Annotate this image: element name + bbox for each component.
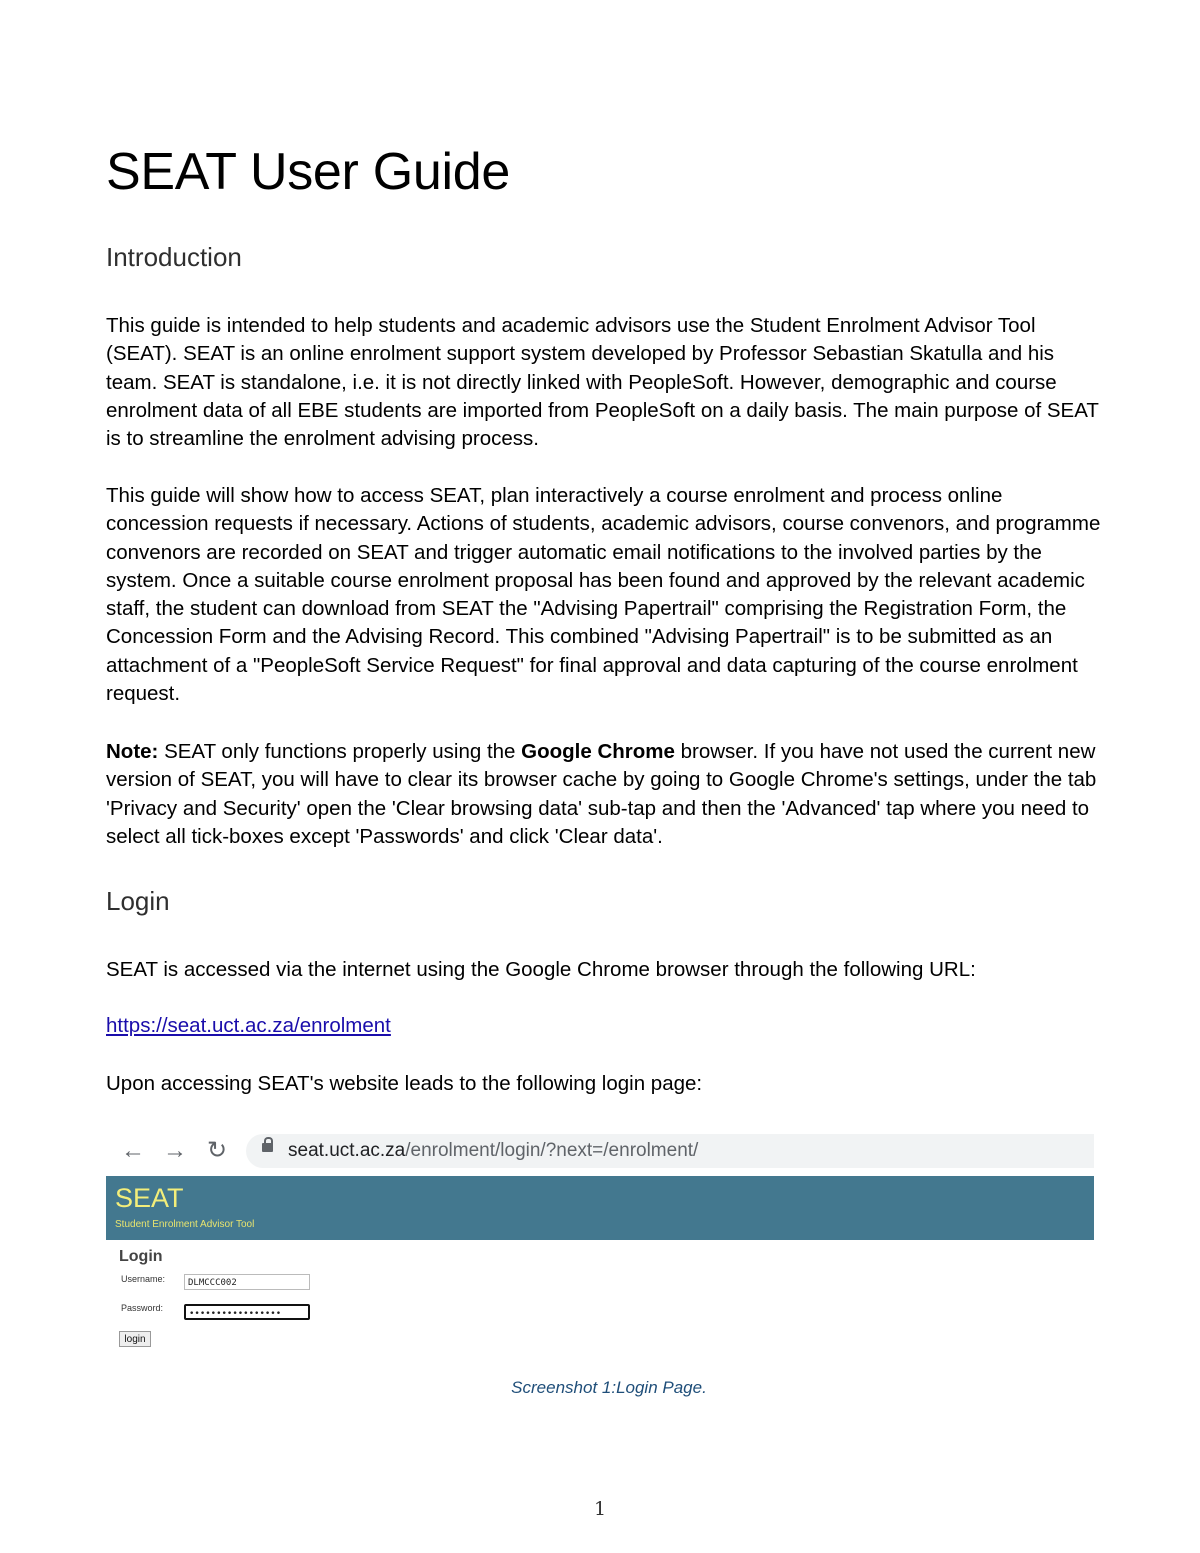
- seat-app-subtitle: Student Enrolment Advisor Tool: [115, 1219, 255, 1230]
- document-title: SEAT User Guide: [106, 143, 510, 201]
- login-button: login: [119, 1331, 151, 1347]
- username-label: Username:: [121, 1274, 166, 1284]
- screenshot-caption-text: Screenshot 1:Login Page.: [511, 1378, 707, 1397]
- introduction-paragraph-1: This guide is intended to help students and academic advisors use the Student Enrolment Advisor Tool (SEAT). SEAT is an online enrolment support system developed by Professor Sebastian Skatulla and his team. SEAT is standalone, i.e. it is not directly linked with PeopleSoft. However, demographic and course enrolment data of all EBE students are imported from PeopleSoft on a daily basis. The main purpose of SEAT is to streamline the enrolment advising process.: [106, 314, 1099, 451]
- seat-banner: [106, 1176, 1094, 1240]
- username-field: DLMCCC002: [184, 1274, 310, 1290]
- password-label: Password:: [121, 1303, 164, 1313]
- seat-app-title: SEAT: [115, 1183, 184, 1213]
- page-number: 1: [593, 1498, 607, 1520]
- login-form-title: Login: [119, 1248, 163, 1265]
- note-paragraph: [106, 738, 1101, 851]
- password-field: •••••••••••••••••: [184, 1304, 310, 1320]
- introduction-paragraph-2: This guide will show how to access SEAT, plan interactively a course enrolment and process online concession requests if necessary. Actions of students, academic advisors, course convenors, and programme convenors are recorded on SEAT and trigger automatic email notifications to the involved parties by the system. Once a suitable course enrolment proposal has been found and approved by the relevant academic staff, the student can download from SEAT the "Advising Papertrail" comprising the Registration Form, the Concession Form and the Advising Record. This combined "Advising Papertrail" is to be submitted as an attachment of a "PeopleSoft Service Request" for final approval and data capturing of the course enrolment request.: [106, 484, 1101, 706]
- login-page-screenshot: [106, 1128, 1094, 1358]
- login-access-text: SEAT is accessed via the internet using the Google Chrome browser through the following URL:: [106, 958, 976, 981]
- reload-icon: ↻: [206, 1137, 228, 1164]
- url-host: seat.uct.ac.za: [288, 1140, 406, 1161]
- login-url-paragraph: [106, 1012, 391, 1040]
- back-arrow-icon: ←: [121, 1137, 145, 1164]
- login-heading: Login: [106, 886, 170, 916]
- introduction-heading: Introduction: [106, 242, 242, 272]
- address-bar-url: [288, 1139, 698, 1163]
- note-text-b: browser. If you have not used the current new version of SEAT, you will have to clear its browser cache by going to Google Chrome's settings, under the tab 'Privacy and Security' open the 'Clear browsing data' sub-tap and then the 'Advanced' tap where you need to select all tick-boxes except 'Passwords' and click 'Clear data'.: [106, 740, 1097, 848]
- seat-url-link[interactable]: https://seat.uct.ac.za/enrolment: [106, 1014, 391, 1037]
- note-bold-chrome: Google Chrome: [521, 740, 675, 763]
- browser-toolbar: [106, 1128, 1094, 1174]
- lock-icon: [262, 1143, 273, 1152]
- note-text-a: SEAT only functions properly using the: [158, 740, 522, 763]
- forward-arrow-icon: →: [163, 1137, 187, 1164]
- url-path: /enrolment/login/?next=/enrolment/: [405, 1140, 699, 1161]
- screenshot-caption: [0, 1377, 1200, 1399]
- address-bar: [246, 1134, 1094, 1168]
- login-upon-text: Upon accessing SEAT's website leads to the following login page:: [106, 1072, 703, 1095]
- note-label: Note:: [106, 740, 159, 763]
